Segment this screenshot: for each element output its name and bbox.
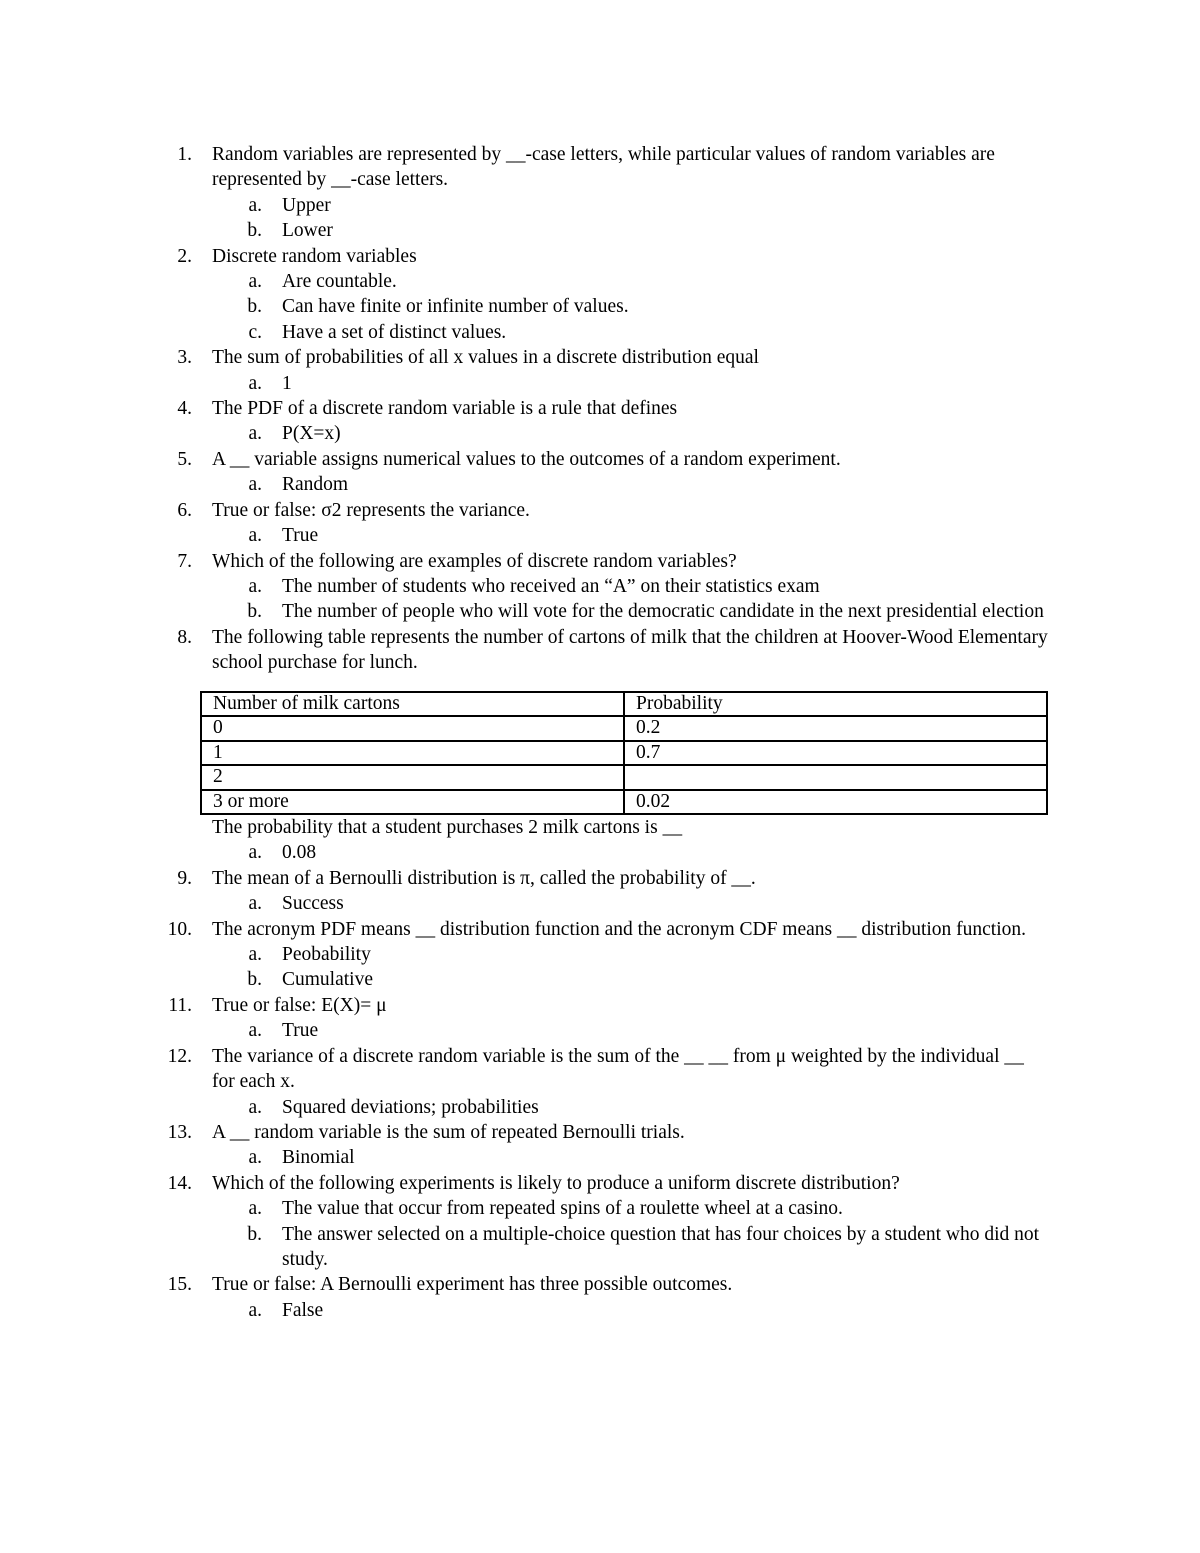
question-1 bbox=[0, 142, 1200, 193]
option-text: P(X=x) bbox=[282, 423, 341, 445]
question-number: 1. bbox=[177, 144, 192, 165]
option-text: The number of students who received an “A” on their statistics exam bbox=[282, 575, 820, 597]
question-text: The following table represents the number of cartons of milk that the children at Hoover-Wood Elementary school purchase for lunch. bbox=[212, 626, 1048, 674]
option-letter: a. bbox=[248, 372, 262, 394]
table-cell: 0.2 bbox=[624, 716, 1047, 741]
option-letter: b. bbox=[247, 220, 262, 242]
question-number: 6. bbox=[177, 499, 192, 521]
option-text: Random bbox=[282, 474, 349, 496]
question-number: 15. bbox=[167, 1274, 192, 1296]
question-15 bbox=[0, 1272, 1200, 1297]
question-4 bbox=[0, 396, 1200, 421]
question-6 bbox=[0, 498, 1200, 523]
question-number: 8. bbox=[177, 626, 192, 648]
question-text: Discrete random variables bbox=[212, 245, 417, 267]
question-text: The variance of a discrete random variable is the sum of the __ __ from μ weighted by the individual __ for each x. bbox=[212, 1045, 1024, 1093]
option-text: True bbox=[282, 1020, 319, 1042]
table-cell: 0.7 bbox=[624, 741, 1047, 766]
answer-option bbox=[0, 891, 1200, 916]
answer-option bbox=[0, 1018, 1200, 1043]
option-letter: a. bbox=[248, 575, 262, 597]
question-number: 7. bbox=[177, 550, 192, 572]
answer-option bbox=[0, 421, 1200, 446]
question-8 bbox=[0, 625, 1200, 676]
question-number: 5. bbox=[177, 448, 192, 470]
option-text: False bbox=[282, 1299, 324, 1321]
question-text: The mean of a Bernoulli distribution is π, called the probability of __. bbox=[212, 867, 756, 889]
option-letter: b. bbox=[247, 296, 262, 318]
option-letter: a. bbox=[248, 423, 262, 445]
question-number: 3. bbox=[177, 347, 192, 369]
table-row bbox=[201, 765, 1047, 790]
option-letter: a. bbox=[248, 1198, 262, 1220]
table-row bbox=[201, 741, 1047, 766]
option-letter: b. bbox=[247, 601, 262, 623]
answer-option bbox=[0, 218, 1200, 243]
question-12 bbox=[0, 1044, 1200, 1095]
option-letter: a. bbox=[248, 944, 262, 966]
question-text: Which of the following are examples of discrete random variables? bbox=[212, 550, 737, 572]
answer-option bbox=[0, 523, 1200, 548]
answer-option bbox=[0, 371, 1200, 396]
question-text: True or false: σ2 represents the variance. bbox=[212, 499, 530, 521]
option-text: True bbox=[282, 525, 319, 547]
question-number: 9. bbox=[177, 867, 192, 889]
table-cell: 0 bbox=[201, 716, 624, 741]
question-text: Which of the following experiments is likely to produce a uniform discrete distribution? bbox=[212, 1172, 900, 1194]
question-10 bbox=[0, 917, 1200, 942]
option-text: Have a set of distinct values. bbox=[282, 321, 507, 343]
question-13 bbox=[0, 1120, 1200, 1145]
question-11 bbox=[0, 993, 1200, 1018]
question-number: 13. bbox=[167, 1121, 192, 1143]
option-letter: a. bbox=[248, 1147, 262, 1169]
question-number: 11. bbox=[168, 994, 192, 1016]
answer-option bbox=[0, 193, 1200, 218]
answer-option bbox=[0, 294, 1200, 319]
question-text: True or false: E(X)= μ bbox=[212, 994, 387, 1016]
table-cell bbox=[624, 765, 1047, 790]
question-9 bbox=[0, 866, 1200, 891]
option-text: Success bbox=[282, 893, 344, 915]
table-header-row bbox=[201, 692, 1047, 717]
question-number: 12. bbox=[167, 1045, 192, 1067]
answer-option bbox=[0, 1298, 1200, 1323]
document-body bbox=[0, 142, 1200, 1323]
option-text: The answer selected on a multiple-choice question that has four choices by a student who did not study. bbox=[282, 1223, 1040, 1270]
table-row bbox=[201, 790, 1047, 815]
question-text: The sum of probabilities of all x values in a discrete distribution equal bbox=[212, 347, 759, 369]
answer-option bbox=[0, 269, 1200, 294]
question-14 bbox=[0, 1171, 1200, 1196]
answer-option bbox=[0, 472, 1200, 497]
option-letter: a. bbox=[248, 1299, 262, 1321]
question-text: A __ variable assigns numerical values to the outcomes of a random experiment. bbox=[212, 448, 841, 470]
question-3 bbox=[0, 345, 1200, 370]
option-letter: a. bbox=[248, 1096, 262, 1118]
answer-option bbox=[0, 320, 1200, 345]
answer-option bbox=[0, 574, 1200, 599]
answer-option bbox=[0, 967, 1200, 992]
answer-option bbox=[0, 599, 1200, 624]
answer-option bbox=[0, 840, 1200, 865]
option-letter: a. bbox=[248, 194, 262, 216]
question-text: True or false: A Bernoulli experiment has three possible outcomes. bbox=[212, 1274, 733, 1296]
option-text: Upper bbox=[282, 194, 331, 216]
option-letter: a. bbox=[248, 1020, 262, 1042]
option-text: Squared deviations; probabilities bbox=[282, 1096, 539, 1118]
option-text: Are countable. bbox=[282, 271, 397, 293]
option-letter: a. bbox=[248, 474, 262, 496]
table-cell: 2 bbox=[201, 765, 624, 790]
question-7 bbox=[0, 549, 1200, 574]
option-text: Peobability bbox=[282, 944, 371, 966]
option-letter: a. bbox=[248, 525, 262, 547]
question-text: Random variables are represented by __-case letters, while particular values of random variables are represented by __-case letters. bbox=[212, 144, 995, 191]
table-header-cell: Number of milk cartons bbox=[201, 692, 624, 717]
option-letter: b. bbox=[247, 969, 262, 991]
question-number: 14. bbox=[167, 1172, 192, 1194]
question-number: 2. bbox=[177, 245, 192, 267]
option-text: 0.08 bbox=[282, 842, 317, 864]
option-letter: a. bbox=[248, 893, 262, 915]
table-row bbox=[201, 716, 1047, 741]
question-text: A __ random variable is the sum of repeated Bernoulli trials. bbox=[212, 1121, 685, 1143]
option-text: Cumulative bbox=[282, 969, 373, 991]
option-text: Can have finite or infinite number of values. bbox=[282, 296, 629, 318]
question-number: 10. bbox=[167, 918, 192, 940]
option-letter: a. bbox=[248, 842, 262, 864]
answer-option bbox=[0, 1196, 1200, 1221]
table-cell: 0.02 bbox=[624, 790, 1047, 815]
table-cell: 1 bbox=[201, 741, 624, 766]
option-text: Lower bbox=[282, 220, 333, 242]
answer-option bbox=[0, 1095, 1200, 1120]
option-text: 1 bbox=[282, 372, 292, 394]
option-text: The number of people who will vote for the democratic candidate in the next presidential election bbox=[282, 601, 1044, 623]
question-number: 4. bbox=[177, 398, 192, 420]
option-text: Binomial bbox=[282, 1147, 355, 1169]
question-2 bbox=[0, 244, 1200, 269]
answer-option bbox=[0, 1145, 1200, 1170]
table-cell: 3 or more bbox=[201, 790, 624, 815]
question-followup-text: The probability that a student purchases 2 milk cartons is __ bbox=[212, 817, 683, 839]
milk-cartons-table bbox=[200, 691, 1048, 816]
answer-option bbox=[0, 1222, 1200, 1273]
option-letter: b. bbox=[247, 1223, 262, 1245]
table-header-cell: Probability bbox=[624, 692, 1047, 717]
question-5 bbox=[0, 447, 1200, 472]
option-text: The value that occur from repeated spins of a roulette wheel at a casino. bbox=[282, 1198, 843, 1220]
question-text: The acronym PDF means __ distribution function and the acronym CDF means __ distribution function. bbox=[212, 918, 1027, 940]
answer-option bbox=[0, 942, 1200, 967]
option-letter: a. bbox=[248, 271, 262, 293]
option-letter: c. bbox=[248, 321, 262, 343]
question-text: The PDF of a discrete random variable is a rule that defines bbox=[212, 398, 678, 420]
